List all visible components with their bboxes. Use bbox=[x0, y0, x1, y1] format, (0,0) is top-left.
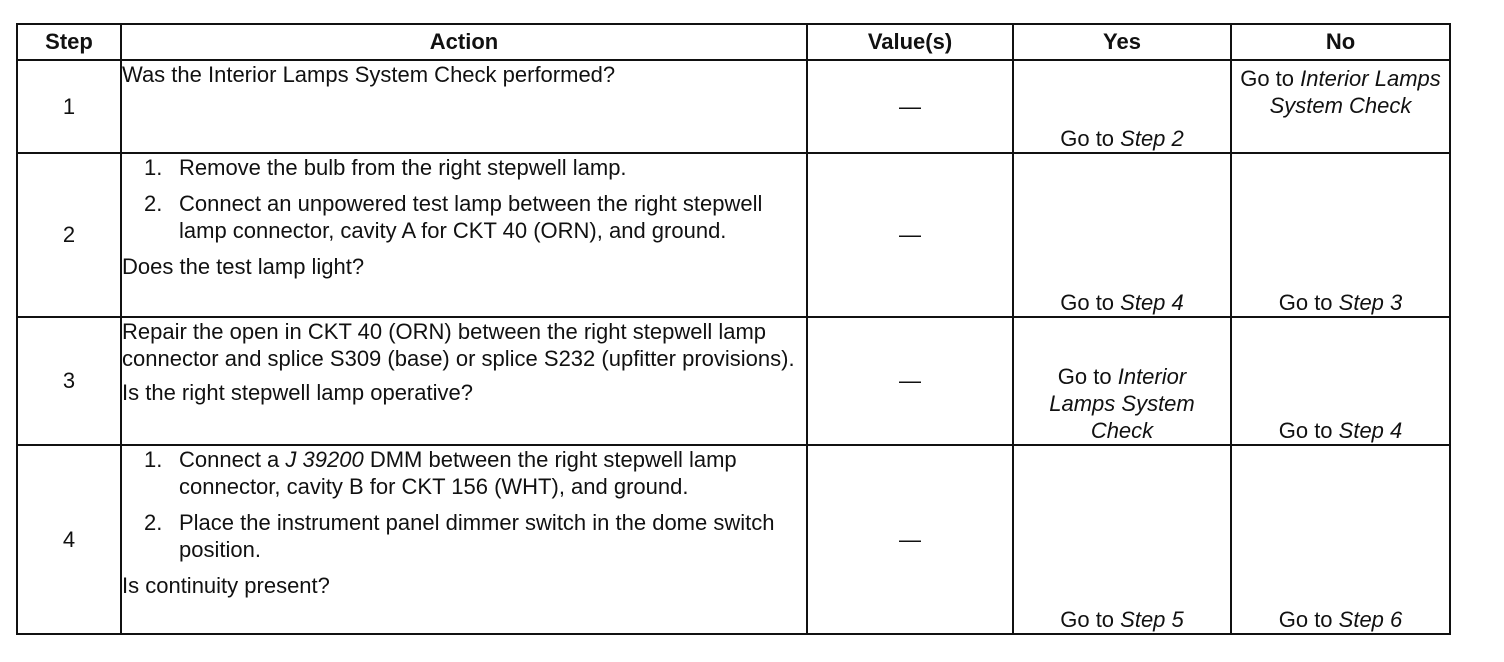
no-prefix: Go to bbox=[1240, 66, 1301, 91]
action-cell bbox=[121, 153, 807, 317]
yes-target-link[interactable]: Step 2 bbox=[1120, 126, 1184, 151]
action-text: Repair the open in CKT 40 (ORN) between the right stepwell lamp connector and splice S309 (base) or splice S232 (upfitter provisions). bbox=[122, 319, 795, 371]
substep-item bbox=[122, 509, 806, 563]
action-question: Is the right stepwell lamp operative? bbox=[122, 380, 473, 405]
table-row bbox=[17, 317, 1450, 445]
no-prefix: Go to bbox=[1278, 607, 1339, 632]
header-row bbox=[17, 24, 1450, 60]
no-cell bbox=[1231, 60, 1450, 153]
yes-target-link[interactable]: Step 5 bbox=[1120, 607, 1184, 632]
substep-text: Connect an unpowered test lamp between the right stepwell lamp connector, cavity A for CKT 40 (ORN), and ground. bbox=[179, 191, 763, 243]
action-cell bbox=[121, 445, 807, 634]
step-number: 4 bbox=[17, 445, 121, 634]
no-target-link[interactable]: Step 3 bbox=[1338, 290, 1403, 315]
action-question: Is continuity present? bbox=[122, 573, 330, 598]
substep-text: Place the instrument panel dimmer switch in the dome switch position. bbox=[179, 510, 775, 562]
yes-cell bbox=[1013, 60, 1231, 153]
table-row bbox=[17, 445, 1450, 634]
substep-number: 2. bbox=[144, 191, 163, 216]
value-cell: — bbox=[807, 317, 1013, 445]
table-row bbox=[17, 153, 1450, 317]
substep-number: 1. bbox=[144, 447, 163, 472]
value-cell: — bbox=[807, 153, 1013, 317]
header-action: Action bbox=[121, 24, 807, 60]
yes-prefix: Go to bbox=[1060, 126, 1121, 151]
action-question: Does the test lamp light? bbox=[122, 254, 365, 279]
no-cell bbox=[1231, 445, 1450, 634]
step-number: 2 bbox=[17, 153, 121, 317]
diagnostic-table bbox=[16, 23, 1451, 635]
no-target-link[interactable]: Step 4 bbox=[1338, 418, 1403, 443]
step-number: 1 bbox=[17, 60, 121, 153]
value-cell: — bbox=[807, 445, 1013, 634]
yes-target-link[interactable]: Step 4 bbox=[1120, 290, 1184, 315]
yes-prefix: Go to bbox=[1057, 364, 1118, 389]
action-cell bbox=[121, 317, 807, 445]
action-cell bbox=[121, 60, 807, 153]
substep-item bbox=[122, 154, 806, 181]
substep-text: Remove the bulb from the right stepwell lamp. bbox=[179, 155, 627, 180]
substep-list bbox=[122, 446, 806, 563]
yes-cell bbox=[1013, 153, 1231, 317]
yes-prefix: Go to bbox=[1060, 607, 1121, 632]
no-target-link[interactable]: Interior Lamps System Check bbox=[1269, 66, 1441, 118]
no-cell bbox=[1231, 317, 1450, 445]
substep-pre: Connect a bbox=[179, 447, 286, 472]
substep-number: 1. bbox=[144, 155, 163, 180]
no-cell bbox=[1231, 153, 1450, 317]
substep-text: DMM between the right stepwell lamp connector, cavity B for CKT 156 (WHT), and ground. bbox=[179, 447, 737, 499]
step-number: 3 bbox=[17, 317, 121, 445]
header-values: Value(s) bbox=[807, 24, 1013, 60]
substep-list bbox=[122, 154, 806, 244]
tool-number: J 39200 bbox=[285, 447, 364, 472]
header-step: Step bbox=[17, 24, 121, 60]
yes-target-link[interactable]: Interior Lamps System Check bbox=[1049, 364, 1195, 443]
no-target-link[interactable]: Step 6 bbox=[1338, 607, 1403, 632]
no-prefix: Go to bbox=[1278, 290, 1339, 315]
table-row bbox=[17, 60, 1450, 153]
action-question: Was the Interior Lamps System Check performed? bbox=[122, 62, 616, 87]
substep-item bbox=[122, 190, 806, 244]
substep-number: 2. bbox=[144, 510, 163, 535]
yes-cell bbox=[1013, 317, 1231, 445]
yes-cell bbox=[1013, 445, 1231, 634]
header-yes: Yes bbox=[1013, 24, 1231, 60]
no-prefix: Go to bbox=[1278, 418, 1339, 443]
yes-prefix: Go to bbox=[1060, 290, 1121, 315]
substep-item bbox=[122, 446, 806, 500]
header-no: No bbox=[1231, 24, 1450, 60]
value-cell: — bbox=[807, 60, 1013, 153]
